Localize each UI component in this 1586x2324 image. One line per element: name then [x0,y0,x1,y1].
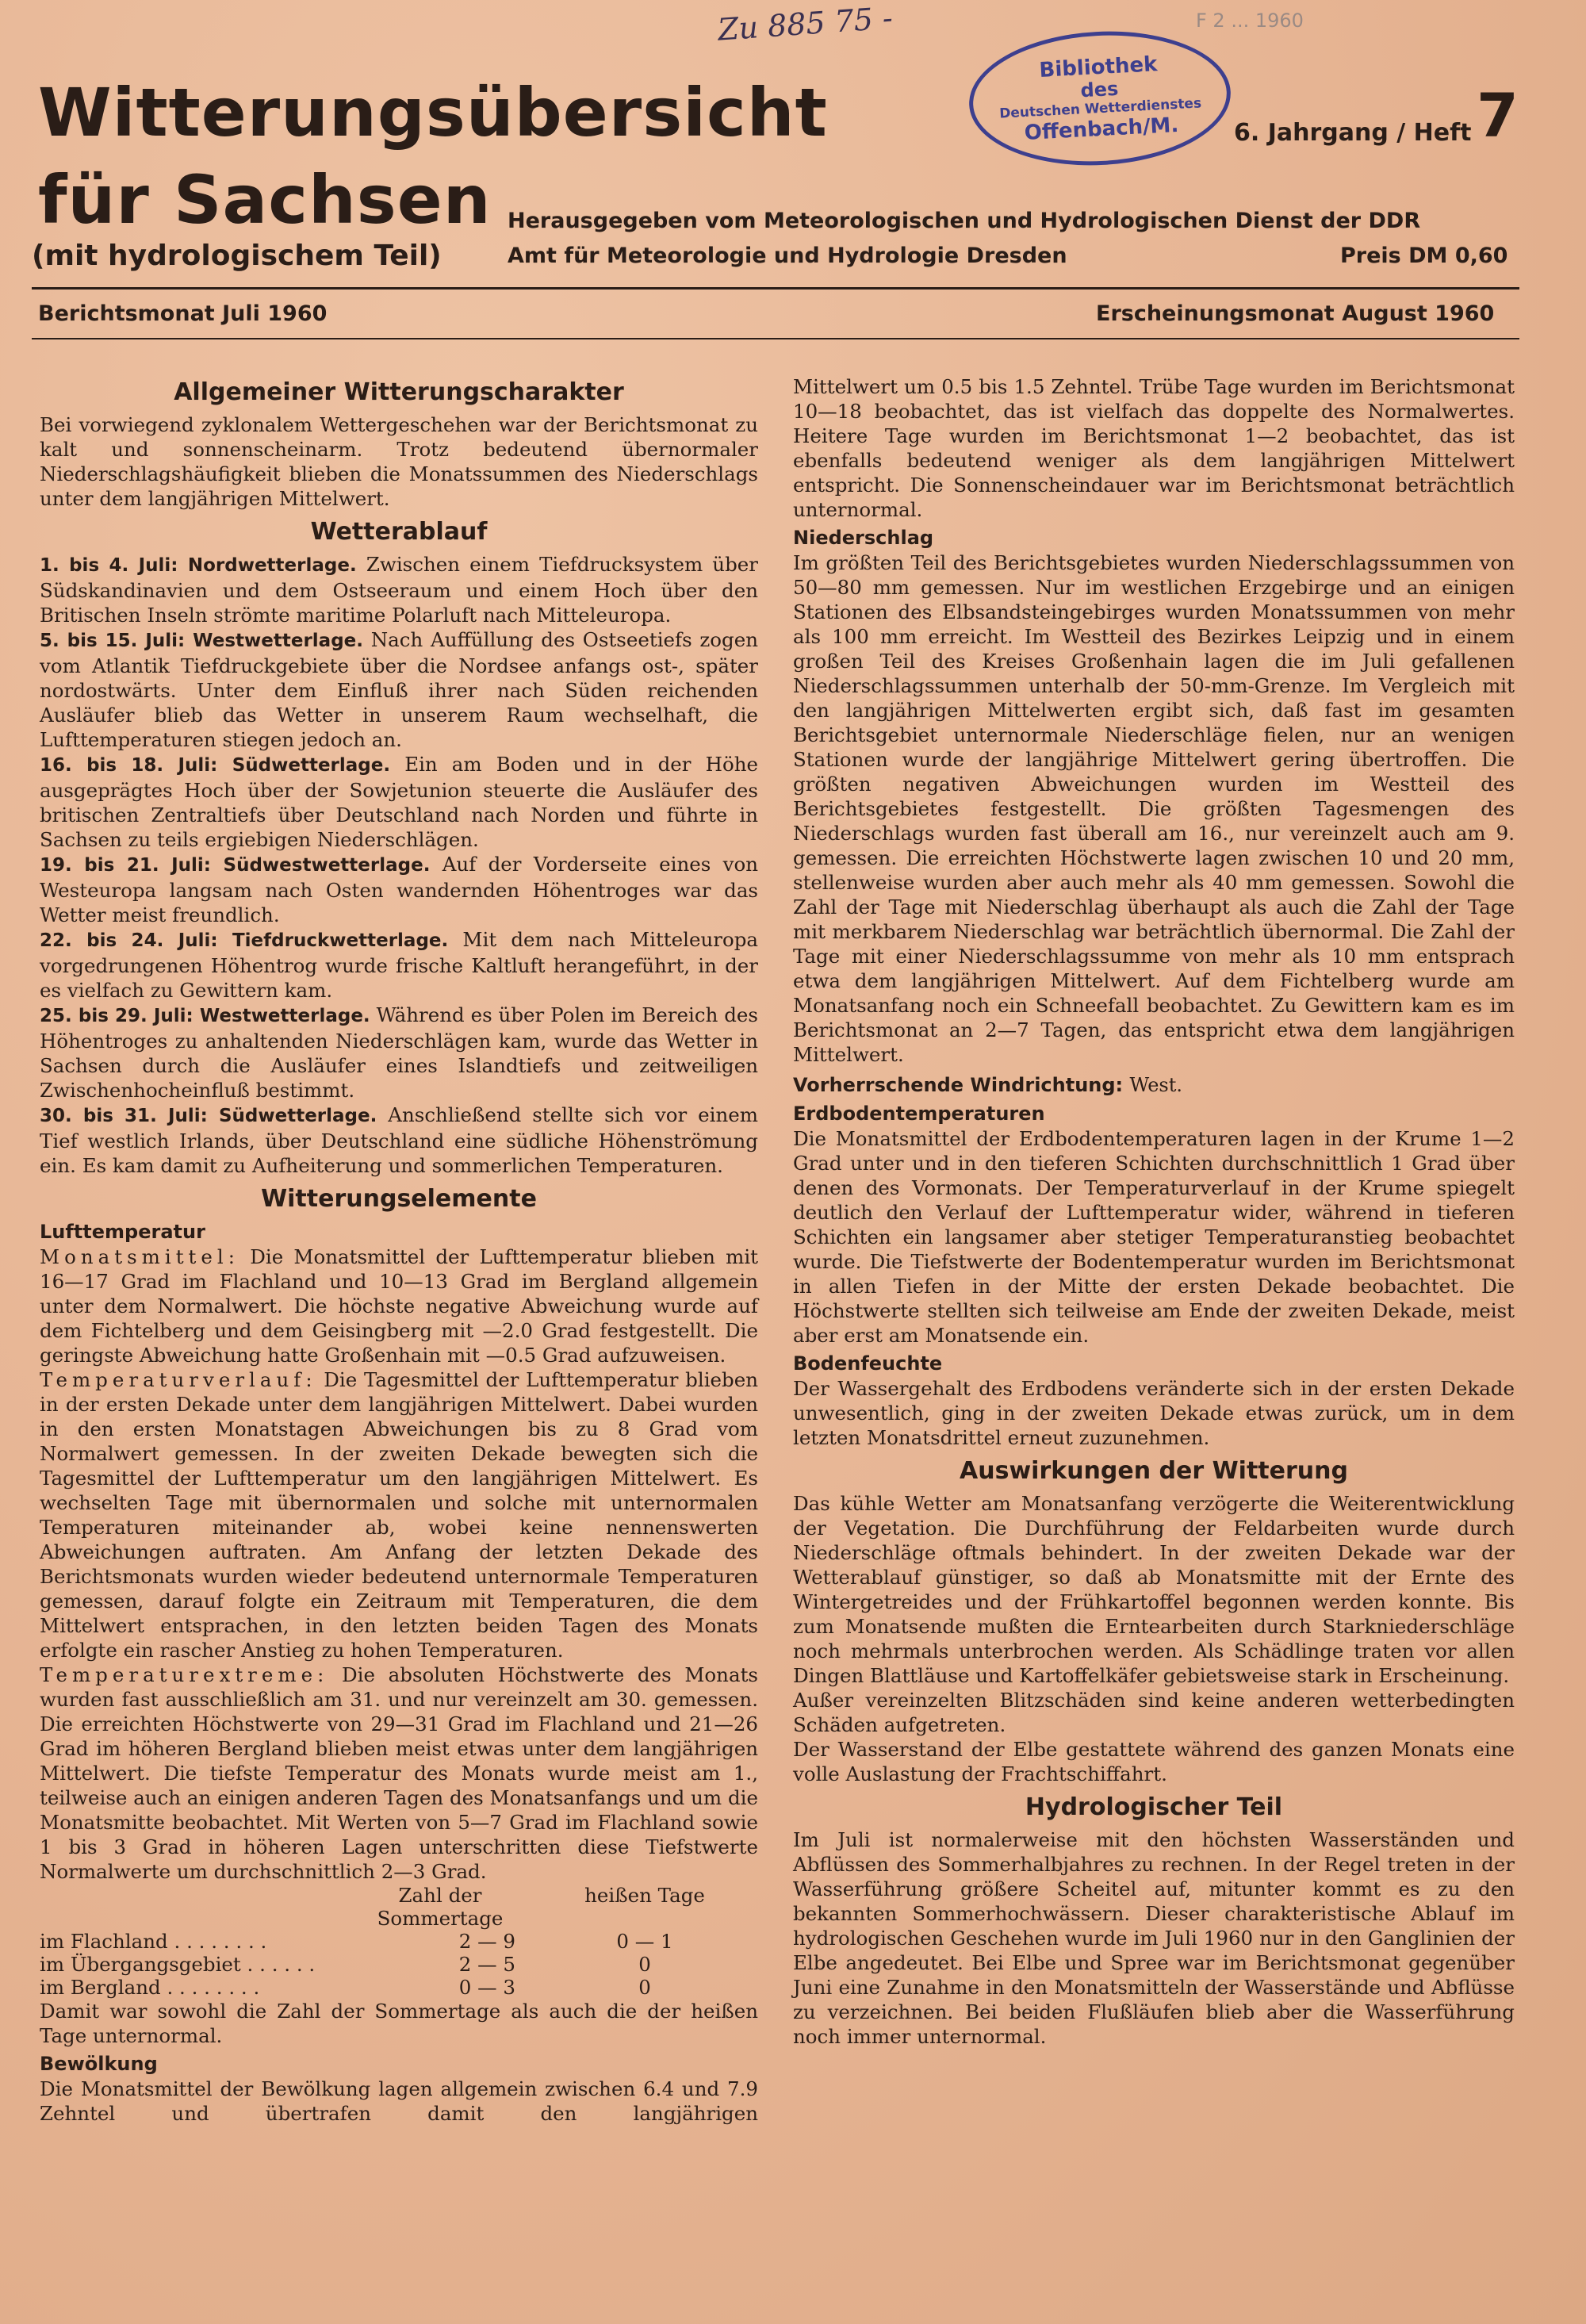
text-temperaturextreme: Die absoluten Höchstwerte des Monats wurden fast ausschließlich am 31. und nur vereinzelt am 30. gemessen. Die erreichten Höchstwerte von 29—31 Grad im Flachland und 21—26 Grad im höheren Bergland blieben meist etwas unter dem langjährigen Mittelwert. Die tiefste Temperatur des Monats wurde meist am 1., teilweise auch an einigen anderen Tagen des Monatsanfangs und um die Monatsmitte beobachtet. Mit Werten von 5—7 Grad im Flachland sowie 1 bis 3 Grad in höheren Lagen unterschritten diese Tiefstwerte Normalwerte um durchschnittlich 2—3 Grad. [40,1663,758,1883]
right-column [793,374,1515,2049]
label-temperaturextreme: Temperaturextreme: [40,1663,329,1686]
ablauf-text: Zwischen einem Tiefdrucksystem über Südskandinavien und dem Ostseeraum und einem Hoch über den Britischen Inseln strömte maritime Polarluft nach Mitteleuropa. [40,553,758,627]
stamp-line-2: des [1079,77,1119,102]
publisher-line: Herausgegeben vom Meteorologischen und Hydrologischen Dienst der DDR [508,209,1421,233]
cell-region: im Bergland . . . . . . . . [40,1976,260,1999]
table-row [40,1953,758,1976]
cell-sommertage: 0 — 3 [458,1976,515,1999]
para-bodenfeuchte: Der Wassergehalt des Erdbodens veränderte sich in der ersten Dekade unwesentlich, ging in der zweiten Dekade etwas zurück, um in dem letzten Monatsdrittel erneut zuzunehmen. [793,1377,1515,1449]
wind-direction [793,1073,1515,1098]
para-temperaturextreme [40,1662,758,1884]
para-after-table: Damit war sowohl die Zahl der Sommertage als auch die der heißen Tage unternormal. [40,2000,758,2047]
cell-region: im Übergangsgebiet . . . . . . [40,1953,316,1976]
para-temperaturverlauf [40,1367,758,1662]
ablauf-entry [40,627,758,752]
sommertage-table [40,1884,758,1999]
para-hydrologie: Im Juli ist normalerweise mit den höchsten Wasserständen und Abflüssen des Sommerhalbjahres zu rechnen. In der Regel treten in der Wasserführung größere Scheitel auf, mitunter kommt es zu den bekannten Sommerhochwässern. Dieser charakteristische Ablauf im hydrologischen Geschehen wurde im Juli 1960 nur in den Ganglinien der Elbe angedeutet. Bei Elbe und Spree war im Berichtsmonat gegenüber Juni eine Zunahme in den Monatsmitteln der Wasserstände und Abflüsse zu verzeichnen. Bei beiden Flußläufen blieb aber die Wasserführung noch immer unternormal. [793,1828,1515,2048]
heading-bodenfeuchte: Bodenfeuchte [793,1352,943,1375]
cell-heisse-tage: 0 — 1 [616,1930,673,1953]
cell-heisse-tage: 0 [638,1976,651,1999]
ablauf-entry [40,552,758,627]
ablauf-entry [40,852,758,927]
ablauf-text: Anschließend stellte sich vor einem Tief westlich Irlands, über Deutschland eine südliche Höhenströmung ein. Es kam damit zu Aufheiterung und sommerlichen Temperaturen. [40,1103,758,1177]
cell-region: im Flachland . . . . . . . . [40,1930,267,1953]
ablauf-label: 5. bis 15. Juli: Westwetterlage. [40,631,364,651]
heading-auswirkungen: Auswirkungen der Witterung [960,1457,1348,1485]
ablauf-label: 30. bis 31. Juli: Südwetterlage. [40,1106,377,1126]
table-row [40,1930,758,1953]
table-header-row [40,1884,758,1930]
wind-label: Vorherrschende Windrichtung: [793,1074,1124,1096]
label-temperaturverlauf: Temperaturverlauf: [40,1368,317,1391]
para-auswirkungen-2: Außer vereinzelten Blitzschäden sind keine anderen wetterbedingten Schäden aufgetreten. [793,1689,1515,1736]
report-month: Berichtsmonat Juli 1960 [38,301,328,326]
ablauf-label: 19. bis 21. Juli: Südwestwetterlage. [40,855,431,876]
col-header-sommertage: Zahl der Sommertage [377,1884,504,1930]
heading-bewoelkung: Bewölkung [40,2053,158,2075]
heading-wetterablauf: Wetterablauf [310,518,488,546]
subtitle: (mit hydrologischem Teil) [32,240,442,272]
ablauf-text: Auf der Vorderseite eines von Westeuropa langsam nach Osten wandernden Höhentroges war das Wetter meist freundlich. [40,853,758,926]
ablauf-entry [40,1003,758,1103]
para-auswirkungen-1: Das kühle Wetter am Monatsanfang verzögerte die Weiterentwicklung der Vegetation. Die Durchführung der Feldarbeiten wurde durch Niederschläge oftmals behindert. In der zweiten Dekade war der Wetterablauf günstiger, so daß ab Monatsmitte mit der Ernte des Wintergetreides und der Frühkartoffel begonnen werden konnte. Bis zum Monatsende mußten die Erntearbeiten durch Starkniederschläge noch mehrmals unterbrochen werden. Als Schädlinge traten vor allen Dingen Blattläuse und Kartoffelkäfer gebietsweise stark in Erscheinung. [793,1492,1515,1687]
title-line-2: für Sachsen [38,161,492,239]
issue-number: 7 [1477,80,1519,151]
faint-stamp: F 2 ... 1960 [1196,10,1304,32]
issue-label: 6. Jahrgang / Heft [1234,119,1472,147]
stamp-line-3: Deutschen Wetterdienstes [998,95,1202,122]
ablauf-entry [40,927,758,1003]
text-temperaturverlauf: Die Tagesmittel der Lufttemperatur blieben in der ersten Dekade unter dem langjährigen Mittelwert. Dabei wurden in den ersten Monatstagen Abweichungen bis zu 8 Grad vom Normalwert gemessen. In der zweiten Dekade bewegten sich die Tagesmittel der Lufttemperatur um den langjährigen Mittelwert. Es wechselten Tage mit übernormalen und solche mit unternormalen Temperaturen miteinander ab, wobei keine nennenswerten Abweichungen auftraten. Am Anfang der letzten Dekade des Berichtsmonats wurden wieder bedeutend unternormale Temperaturen gemessen, darauf folgte ein Zeitraum mit Temperaturen, die dem Mittelwert entsprachen, in den letzten beiden Tagen des Monats erfolgte ein rascher Anstieg zu hohen Temperaturen. [40,1368,758,1662]
price: Preis DM 0,60 [1340,244,1508,268]
handwritten-note: Zu 885 75 - [716,0,895,48]
left-column [40,371,758,2126]
ablauf-text: Nach Auffüllung des Ostseetiefs zogen vom Atlantik Tiefdruckgebiete über die Nordsee anfangs ost-, später nordostwärts. Unter dem Einfluß ihrer nach Süden reichenden Ausläufer blieb das Wetter in unserem Raum wechselhaft, die Lufttemperaturen stiegen jedoch an. [40,628,759,751]
cell-sommertage: 2 — 9 [458,1930,515,1953]
para-niederschlag: Im größten Teil des Berichtsgebietes wurden Niederschlagssummen von 50—80 mm gemessen. Nur im westlichen Erzgebirge und an einigen Stationen des Elbsandsteingebirges wurden Monatssummen von mehr als 100 mm erreicht. Im Westteil des Bezirkes Leipzig und in einem großen Teil des Kreises Großenhain lagen die im Juli gefallenen Niederschlagssummen unterhalb der 50-mm-Grenze. Im Vergleich mit den langjährigen Mittelwerten ergibt sich, daß fast im gesamten Berichtsgebiet unternormale Niederschläge fielen, nur an wenigen Stationen wurde der langjährige Mittelwert gering übertroffen. Die größten negativen Abweichungen wurden im Westteil des Berichtsgebietes festgestellt. Die größten Tagesmengen des Niederschlags wurden fast überall am 16., nur vereinzelt auch am 9. gemessen. Die erreichten Höchstwerte lagen zwischen 10 und 20 mm, stellenweise wurden aber auch mehr als 40 mm gemessen. Sowohl die Zahl der Tage mit Niederschlag überhaupt als auch die Zahl der Tage mit merkbarem Niederschlag war beträchtlich übernormal. Die Zahl der Tage mit einer Niederschlagssumme von mehr als 10 mm entsprach etwa dem langjährigen Mittelwert. Auf dem Fichtelberg wurde am Monatsanfang noch ein Schneefall beobachtet. Zu Gewittern kam es im Berichtsmonat an 2—7 Tagen, das entspricht etwa dem langjährigen Mittelwert. [793,551,1515,1066]
header-rule-top [32,287,1519,290]
heading-allgemein: Allgemeiner Witterungscharakter [174,378,624,406]
heading-erdbodentemperaturen: Erdbodentemperaturen [793,1103,1045,1125]
heading-lufttemperatur: Lufttemperatur [40,1221,205,1243]
library-stamp [966,25,1234,171]
ablauf-label: 25. bis 29. Juli: Westwetterlage. [40,1006,370,1026]
ablauf-text: Während es über Polen im Bereich des Höhentroges zu anhaltenden Niederschlägen kam, wurde das Wetter in Sachsen durch die Ausläufer eines Islandtiefs und zeitweiligen Zwischenhocheinfluß bestimmt. [40,1003,758,1102]
heading-niederschlag: Niederschlag [793,527,934,549]
heading-hydrologischer-teil: Hydrologischer Teil [1025,1793,1283,1821]
text-monatsmittel: Die Monatsmittel der Lufttemperatur blieben mit 16—17 Grad im Flachland und 10—13 Grad im Bergland allgemein unter dem Normalwert. Die höchste negative Abweichung wurde auf dem Fichtelberg und dem Geisingberg mit —2.0 Grad festgestellt. Die geringste Abweichung hatte Großenhain mit —0.5 Grad aufzuweisen. [40,1245,758,1367]
title-line-1: Witterungsübersicht [38,74,828,151]
table-row [40,1976,758,1999]
para-monatsmittel [40,1244,758,1367]
office-line: Amt für Meteorologie und Hydrologie Dresden [508,244,1067,268]
ablauf-entry [40,1103,758,1178]
ablauf-text: Mit dem nach Mitteleuropa vorgedrungenen Höhentrog wurde frische Kaltluft herangeführt, in der es vielfach zu Gewittern kam. [40,928,758,1002]
ablauf-label: 1. bis 4. Juli: Nordwetterlage. [40,555,357,576]
col-header-heisse-tage: heißen Tage [584,1884,705,1907]
para-bewoelkung: Die Monatsmittel der Bewölkung lagen allgemein zwischen 6.4 und 7.9 Zehntel und übertrafen damit den langjährigen [40,2077,758,2125]
ablauf-label: 22. bis 24. Juli: Tiefdruckwetterlage. [40,930,449,951]
ablauf-text: Ein am Boden und in der Höhe ausgeprägtes Hoch über der Sowjetunion steuerte die Ausläufer des britischen Zentraltiefs über Deutschland nach Norden und führte in Sachsen zu teils ergiebigen Niederschlägen. [40,753,758,851]
ablauf-label: 16. bis 18. Juli: Südwetterlage. [40,755,391,776]
para-auswirkungen-3: Der Wasserstand der Elbe gestattete während des ganzen Monats eine volle Auslastung der Frachtschiffahrt. [793,1738,1515,1785]
ablauf-entry [40,752,758,852]
label-monatsmittel: Monatsmittel: [40,1245,239,1268]
wind-value: West. [1129,1074,1183,1096]
stamp-line-4: Offenbach/M. [1024,113,1180,146]
para-bewoelkung-cont: Mittelwert um 0.5 bis 1.5 Zehntel. Trübe Tage wurden im Berichtsmonat 10—18 beobachtet, das ist vielfach das doppelte des Normalwertes. Heitere Tage wurden im Berichtsmonat 1—2 beobachtet, das ist ebenfalls bedeutend weniger als dem langjährigen Mittelwert entspricht. Die Sonnenscheindauer war im Berichtsmonat beträchtlich unternormal. [793,375,1515,521]
para-erdbodentemperaturen: Die Monatsmittel der Erdbodentemperaturen lagen in der Krume 1—2 Grad unter und in den tieferen Schichten durchschnittlich 1 Grad über denen des Vormonats. Der Temperaturverlauf in der Krume spiegelt deutlich den Verlauf der Lufttemperatur wider, während in tieferen Schichten ein langsamer aber stetiger Temperaturanstieg beobachtet wurde. Die Tiefstwerte der Bodentemperatur wurden im Berichtsmonat in allen Tiefen in der Mitte der ersten Dekade beobachtet. Die Höchstwerte stellten sich teilweise am Ende der zweiten Dekade, meist aber erst am Monatsende ein. [793,1127,1515,1347]
cell-sommertage: 2 — 5 [458,1953,515,1976]
heading-witterungselemente: Witterungselemente [261,1185,537,1213]
cell-heisse-tage: 0 [638,1953,651,1976]
para-allgemein: Bei vorwiegend zyklonalem Wettergeschehen war der Berichtsmonat zu kalt und sonnenscheinarm. Trotz bedeutend übernormaler Niederschlagshäufigkeit blieben die Monatssummen des Niederschlags unter dem langjährigen Mittelwert. [40,413,758,510]
stamp-line-1: Bibliothek [1038,52,1159,82]
header-rule-bottom [32,338,1519,339]
publication-month: Erscheinungsmonat August 1960 [1096,301,1495,326]
